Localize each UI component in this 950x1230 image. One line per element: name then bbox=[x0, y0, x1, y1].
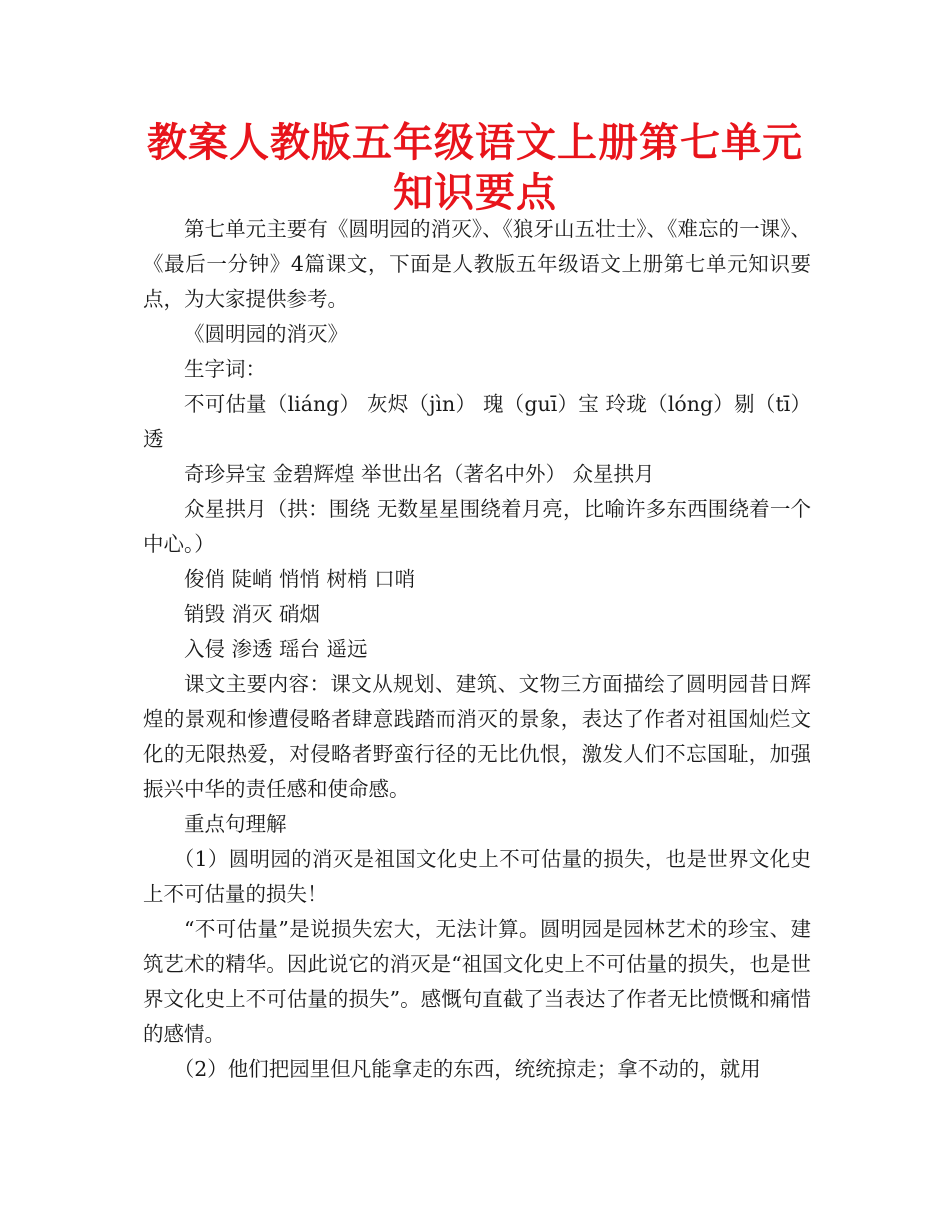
paragraph-vocab-4: 销毁 消灭 硝烟 bbox=[184, 602, 321, 626]
paragraph-lesson-title: 《圆明园的消灭》 bbox=[184, 322, 348, 346]
paragraph-vocab-definition: 众星拱月（拱：围绕 无数星星围绕着月亮，比喻许多东西围绕着一个中心。） bbox=[143, 497, 811, 556]
paragraph-intro: 第七单元主要有《圆明园的消灭》、《狼牙山五壮士》、《难忘的一课》、《最后一分钟》4篇课文，下面是人教版五年级语文上册第七单元知识要点，为大家提供参考。 bbox=[143, 217, 811, 311]
paragraph-vocab-5: 入侵 渗透 瑶台 遥远 bbox=[184, 637, 368, 661]
paragraph-vocab-1: 不可估量（liáng） 灰烬（jìn） 瑰（guī）宝 玲珑（lóng）剔（tī）透 bbox=[143, 392, 811, 451]
document-title: 教案人教版五年级语文上册第七单元知识要点 bbox=[147, 120, 803, 216]
paragraph-vocab-3: 俊俏 陡峭 悄悄 树梢 口哨 bbox=[184, 567, 416, 591]
paragraph-vocab-2: 奇珍异宝 金碧辉煌 举世出名（著名中外） 众星拱月 bbox=[184, 462, 655, 486]
paragraph-key-sentences-heading: 重点句理解 bbox=[184, 812, 287, 836]
paragraph-key-sentence-2: （2）他们把园里但凡能拿走的东西，统统掠走；拿不动的，就用 bbox=[173, 1057, 761, 1081]
paragraph-vocab-heading: 生字词： bbox=[184, 357, 266, 381]
document-body bbox=[143, 212, 811, 1087]
paragraph-key-sentence-1: （1）圆明园的消灭是祖国文化史上不可估量的损失，也是世界文化史上不可估量的损失！ bbox=[143, 847, 811, 906]
paragraph-main-content: 课文主要内容：课文从规划、建筑、文物三方面描绘了圆明园昔日辉煌的景观和惨遭侵略者肆意践踏而消灭的景象，表达了作者对祖国灿烂文化的无限热爱，对侵略者野蛮行径的无比仇恨，激发人们不忘国耻，加强振兴中华的责任感和使命感。 bbox=[143, 672, 811, 801]
paragraph-key-sentence-1-explanation: “不可估量”是说损失宏大，无法计算。圆明园是园林艺术的珍宝、建筑艺术的精华。因此说它的消灭是“祖国文化史上不可估量的损失，也是世界文化史上不可估量的损失”。感慨句直截了当表达了作者无比愤慨和痛惜的感情。 bbox=[143, 917, 811, 1046]
